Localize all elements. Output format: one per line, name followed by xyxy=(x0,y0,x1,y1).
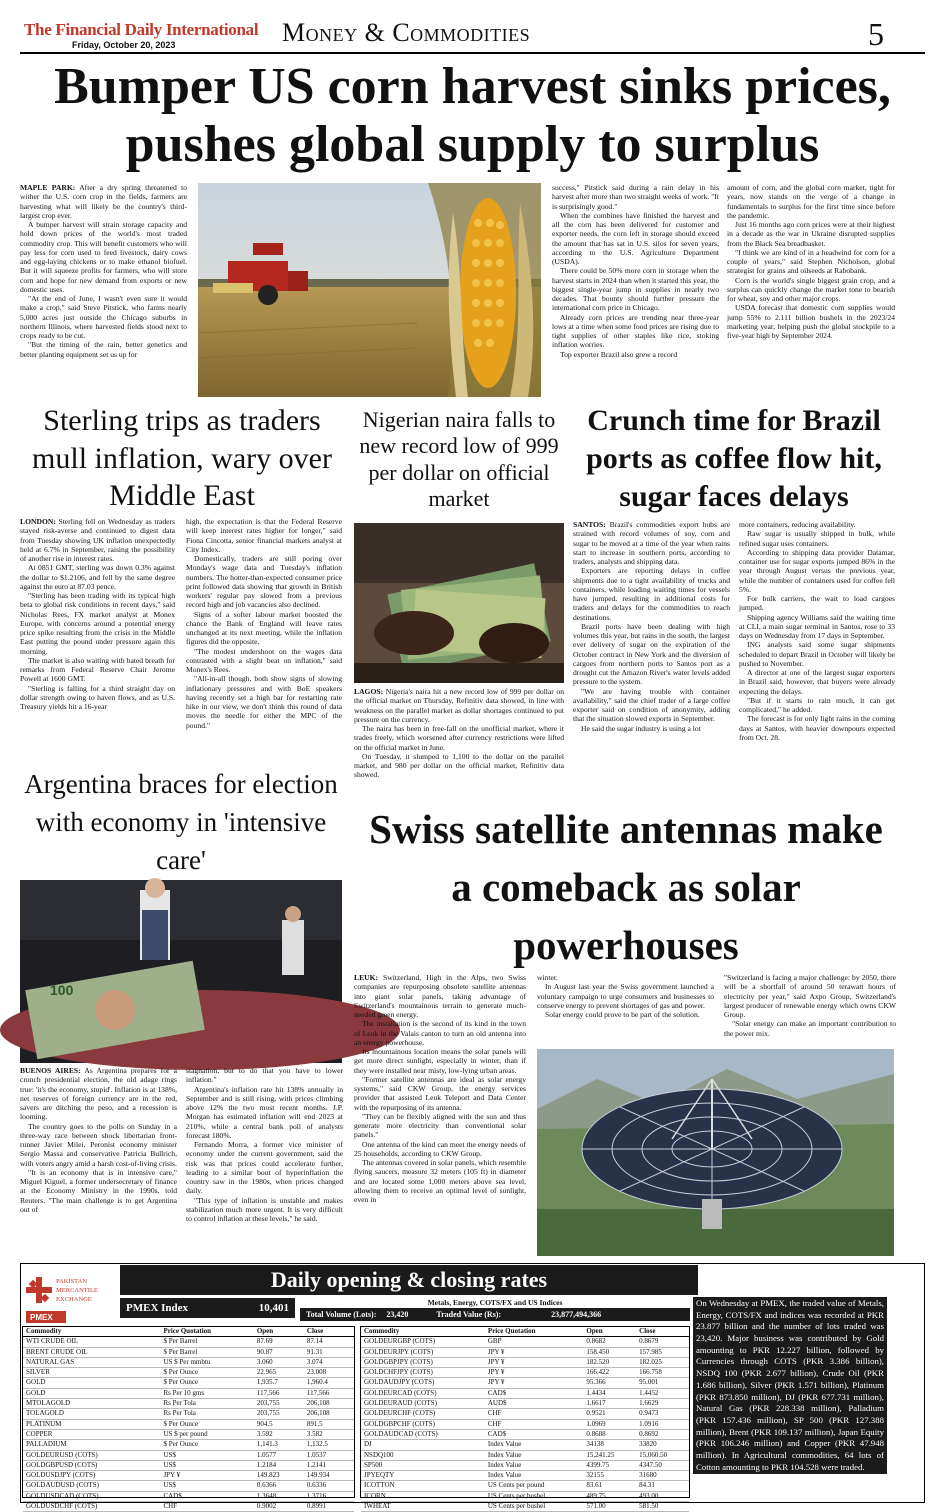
body-text: winter. In August last year the Swiss government launched a voluntary campaign to urge consumers and businesses to conserve energy to prevent shortages of gas and power. Solar energy could prove to be part of the solution. xyxy=(537,973,714,1019)
table-cell: $ Per Ounce xyxy=(160,1368,253,1378)
dateline: LEUK: xyxy=(354,973,379,982)
table-cell: 0.8688 xyxy=(583,1429,636,1439)
table-cell: US$ xyxy=(160,1460,253,1470)
issue-date: Friday, October 20, 2023 xyxy=(72,40,176,50)
table-cell: NSDQ100 xyxy=(361,1450,485,1460)
table-cell: GOLDUSDJPY (COTS) xyxy=(23,1471,160,1481)
body-text: "Switzerland is facing a major challenge: by 2050, there will be a shortfall of around 50 terawatt hours of electricity per year," said Axpo Group, Switzerland's largest producer of renewable energy which owns CKW Group. "Solar energy can make an important contribution to the power mix. xyxy=(724,973,896,1038)
table-cell: 3.582 xyxy=(304,1429,354,1439)
table-cell: 1.2141 xyxy=(304,1460,354,1470)
table-cell: CHF xyxy=(160,1502,253,1512)
table-row xyxy=(23,1481,354,1491)
corn-photo xyxy=(198,183,541,397)
table-cell: 1,960.4 xyxy=(304,1378,354,1388)
table-cell: Rs Per Tola xyxy=(160,1409,253,1419)
column-header: Open xyxy=(583,1327,636,1337)
body-text: high, the expectation is that the Federal Reserve will keep interest rates higher for longer," said Fiona Cincotta, senior financial markets analyst at City Index. Domestically, traders are still poring over Monday's wage data and Tuesday's inflation numbers. The hotter-than-expected consumer price print followed data showing that growth in British workers' regular pay slowed from a previous record high and job vacancies also declined. Signs of a softer labour market boosted the chance the Bank of England will leave rates unchanged at its next meeting, while the inflation figures did the opposite. "The modest undershoot on the wages data contrasted with a slight beat on inflation," said Monex's Rees. "All-in-all though, both show signs of slowing inflationary pressures and with BoE speakers having recently set a high bar for restarting rate hike in our view, we don't think this round of data moves the needle for either the MPC of the pound." xyxy=(186,517,342,730)
table-cell: 158.450 xyxy=(583,1347,636,1357)
table-cell: 0.8692 xyxy=(636,1429,689,1439)
table-cell: 904.5 xyxy=(254,1419,304,1429)
table-cell: Rs Per 10 gms xyxy=(160,1388,253,1398)
pmex-index-value: 10,401 xyxy=(258,1302,289,1314)
table-row xyxy=(23,1337,354,1347)
table-cell: 203,755 xyxy=(254,1399,304,1409)
table-cell: 166.422 xyxy=(583,1368,636,1378)
section-title: Money & Commodities xyxy=(282,18,531,47)
table-cell: CHF xyxy=(485,1419,583,1429)
swiss-col-1 xyxy=(354,973,526,1257)
headline-sterling: Sterling trips as traders mull inflation, wary over Middle East xyxy=(32,404,332,512)
table-cell: US$ xyxy=(160,1481,253,1491)
body-text: more containers, reducing availability. Raw sugar is usually shipped in bulk, while refined sugar uses containers. According to shipping data provider Datamar, container use for sugar exports jumped 86% in the year through August versus the previous year, while the number of containers used for coffee fell 5%. For bulk carriers, the wait to load cargoes jumped. Shipping agency Williams said the waiting time at CLI, a main sugar terminal in Santos, rose to 33 days on Wednesday from 17 days in September. ING analysts said some sugar shipments scheduled to depart Brazil in October will likely be pushed to November. A director at one of the largest sugar exporters in Brazil said, however, that buyers were already expecting the delays. "But if it starts to rain much, it can get complicated," he added. The forecast is for only light rains in the coming days at Santos, with heavier downpours expected from Oct. 28. xyxy=(739,520,895,742)
table-cell: 0.8991 xyxy=(304,1502,354,1512)
table-row xyxy=(361,1378,689,1388)
body-text: amount of corn, and the global corn market, tight for years, now stands on the verge of a change in fundamentals to surplus for the first time since before the pandemic. Just 16 months ago corn prices were at their highest in a decade as the war in Ukraine disrupted supplies from the Black Sea breadbasket. "I think we are kind of in a headwind for corn for a couple of years," said Stephen Nicholson, global strategist for grains and oilseeds at Rabobank. Corn is the world's single biggest grain crop, and a surplus can quickly change the market tone to bearish for wheat, soy and other major crops. USDA forecast that domestic corn supplies would jump 55% to 2.111 billion bushels in the 2023/24 marketing year, helping push the global stockpile to a five-year high by September 2024. xyxy=(727,183,895,340)
table-row xyxy=(23,1409,354,1419)
brazil-col-2 xyxy=(739,520,895,798)
table-cell: US $ Per mmbtu xyxy=(160,1357,253,1367)
body-text: Brazil's commodities export hubs are strained with record volumes of soy, corn and sugar to be moved at a time of the year when rains start to increase in southern ports, according to traders, analysts and shipping data. Exporters are reporting delays in coffee shipments due to a tight availability of trucks and containers, while loading waiting times for vessels have jumped, resulting in additional costs for traders and delays for the commodities to reach destinations. Brazil ports have been dealing with high volumes this year, but rains in the south, the largest ever delivery of sugar on the expiration of the October contract in New York and the diversion of cargoes from northern ports to Santos port as a drought cut the Amazon River's water levels added pressure to the system. "We are having trouble with container availability," said the chief trader of a large coffee exporter said on condition of anonymity, adding that the situation slowed exports in September. He said the sugar industry is using a lot xyxy=(573,520,730,733)
table-cell: GOLDGBPUSD (COTS) xyxy=(23,1460,160,1470)
table-cell: 149.934 xyxy=(304,1471,354,1481)
table-cell: JPY ¥ xyxy=(160,1471,253,1481)
svg-text:PMEX: PMEX xyxy=(30,1313,53,1322)
rates-table-right xyxy=(361,1327,689,1512)
column-header: Open xyxy=(254,1327,304,1337)
publication-name: The Financial Daily International xyxy=(24,20,259,39)
naira-photo xyxy=(354,523,564,683)
table-cell: 149.823 xyxy=(254,1471,304,1481)
table-row xyxy=(361,1419,689,1429)
table-row xyxy=(23,1399,354,1409)
table-cell: GOLDAUDCAD (COTS) xyxy=(361,1429,485,1439)
headline-brazil: Crunch time for Brazil ports as coffee flow hit, sugar faces delays xyxy=(586,404,882,514)
table-cell: JPYEQTY xyxy=(361,1471,485,1481)
table-row xyxy=(361,1471,689,1481)
table-cell: $ Per Ounce xyxy=(160,1378,253,1388)
table-cell: GOLD xyxy=(23,1388,160,1398)
table-cell: ICOTTON xyxy=(361,1481,485,1491)
table-header-row xyxy=(361,1327,689,1337)
table-row xyxy=(23,1388,354,1398)
table-row xyxy=(361,1460,689,1470)
headline-swiss: Swiss satellite antennas make a comeback as solar powerhouses xyxy=(369,806,883,969)
table-cell: 571.00 xyxy=(583,1502,636,1512)
table-cell: $ Per Ounce xyxy=(160,1419,253,1429)
table-row xyxy=(361,1491,689,1501)
table-cell: Index Value xyxy=(485,1440,583,1450)
table-cell: 0.6366 xyxy=(254,1481,304,1491)
table-cell: Index Value xyxy=(485,1460,583,1470)
table-row xyxy=(361,1409,689,1419)
table-cell: 87.69 xyxy=(254,1337,304,1347)
table-cell: GOLDEURCHF (COTS) xyxy=(361,1409,485,1419)
headline-corn: Bumper US corn harvest sinks prices, pushes global supply to surplus xyxy=(54,58,891,174)
table-cell: 3.060 xyxy=(254,1357,304,1367)
table-cell: CAD$ xyxy=(485,1388,583,1398)
argentina-photo xyxy=(20,880,342,1063)
table-cell: US Cents per bushel xyxy=(485,1491,583,1501)
argentina-col-1 xyxy=(20,1066,177,1256)
table-row xyxy=(23,1347,354,1357)
volume-bar xyxy=(300,1308,690,1321)
table-cell: 23.008 xyxy=(304,1368,354,1378)
table-row xyxy=(23,1440,354,1450)
table-cell: 0.8682 xyxy=(583,1337,636,1347)
pmex-summary: On Wednesday at PMEX, the traded value of Metals, Energy, COTS/FX and indices was recorded at PKR 23.877 billion and the number of lots traded was 23,420. Major business was contributed by Gold amounting to PKR 12.227 billion, followed by Currencies through COTS (PKR 3.386 billion), NSDQ 100 (PKR 2.677 billion), Crude Oil (PKR 1.686 billion), Silver (PKR 1.571 billion), Platinum (PKR 873.850 million), DJ (PKR 677.731 million), Natural Gas (PKR 228.338 million), Palladium (PKR 157.436 million), SP 500 (PKR 127.388 million), Brent (PKR 109.137 million), Japan Equity (PKR 106.246 million) and Copper (PKR 47.948 million). In Agricultural commodities, 64 lots of Cotton amounting to PKR 104.528 were traded. xyxy=(693,1297,887,1474)
rates-subtitle: Metals, Energy, COTS/FX and US Indices xyxy=(427,1298,563,1307)
table-cell: 157.985 xyxy=(636,1347,689,1357)
body-text: Nigeria's naira hit a new record low of 999 per dollar on the official market on Thursday, Refinitiv data showed, in line with weakness on the parallel market as dollar shortages continued to put pressure on the currency. The naira has been in free-fall on the unofficial market, where it trades freely, which worsened after currency restrictions were lifted on the official market in June. On Tuesday, it slumped to 1,100 to the dollar on the parallel market, and 980 per dollar on the official market, Refinitiv data showed. xyxy=(354,687,564,780)
table-cell: 90.87 xyxy=(254,1347,304,1357)
table-cell: 0.6336 xyxy=(304,1481,354,1491)
table-cell: GOLDGBPCHF (COTS) xyxy=(361,1419,485,1429)
table-cell: 1.0537 xyxy=(304,1450,354,1460)
table-cell: GOLDGBPJPY (COTS) xyxy=(361,1357,485,1367)
table-row xyxy=(361,1347,689,1357)
table-cell: 203,755 xyxy=(254,1409,304,1419)
table-row xyxy=(23,1378,354,1388)
table-cell: CAD$ xyxy=(485,1429,583,1439)
table-cell: 581.50 xyxy=(636,1502,689,1512)
table-row xyxy=(361,1337,689,1347)
svg-text:100: 100 xyxy=(50,982,74,998)
table-cell: GOLDEURUSD (COTS) xyxy=(23,1450,160,1460)
table-cell: DJ xyxy=(361,1440,485,1450)
column-header: Commodity xyxy=(23,1327,160,1337)
table-cell: US Cents per bushel xyxy=(485,1502,583,1512)
table-cell: GOLDEURJPY (COTS) xyxy=(361,1347,485,1357)
table-row xyxy=(23,1429,354,1439)
traded-value: 23,877,494,366 xyxy=(551,1310,602,1319)
table-cell: GOLDEURAUD (COTS) xyxy=(361,1399,485,1409)
table-cell: 166.758 xyxy=(636,1368,689,1378)
corn-col-3 xyxy=(727,183,895,398)
table-row xyxy=(361,1481,689,1491)
naira-body xyxy=(354,687,564,797)
table-cell: 891.5 xyxy=(304,1419,354,1429)
dateline: BUENOS AIRES: xyxy=(20,1066,81,1075)
table-cell: 117,566 xyxy=(304,1388,354,1398)
table-row xyxy=(361,1357,689,1367)
argentina-col-2 xyxy=(186,1066,343,1256)
table-cell: 15,060.50 xyxy=(636,1450,689,1460)
table-row xyxy=(23,1419,354,1429)
table-cell: 95.366 xyxy=(583,1378,636,1388)
table-cell: 1.0577 xyxy=(254,1450,304,1460)
body-text: stagnation, but to do that you have to lower inflation." Argentina's inflation rate hit 138% annually in September and is still rising, with prices climbing above 12% the two most recent months. J.P. Morgan has estimated inflation will end 2023 at 210%, while a central bank poll of analysts forecast 180%. Fernando Morra, a former vice minister of economy under the current government, said the risk was that prices could accelerate further, leading to a similar bout of hyperinflation the country saw in the 1980s, when prices changed daily. "This type of inflation is unstable and makes stabilization much more urgent. It is very difficult to control inflation at these levels," he said. xyxy=(186,1066,343,1223)
table-cell: GOLDUSDCHF (COTS) xyxy=(23,1502,160,1512)
table-cell: TOLAGOLD xyxy=(23,1409,160,1419)
volume-label: Total Volume (Lots): xyxy=(306,1310,377,1319)
body-text: As Argentina prepares for a crunch presidential election, the old adage rings true: 'it's the economy, stupid'. Inflation is at 138%, net reserves of foreign currency are in the red, savers are ditching the peso, and a recession is looming. The country goes to the polls on Sunday in a three-way race between shock libertarian front-runner Javier Milei, Peronist economy minister Sergio Massa and conservative Patricia Bullrich, with voters angry amid a harsh cost-of-living crisis. "It is an economy that is in intensive care," Miguel Kiguel, a former undersecretary of finance at the Economy Ministry in the 1990s, told Reuters. "The main challenge is to get Argentina out of xyxy=(20,1066,178,1214)
swiss-antenna-photo xyxy=(537,1049,894,1256)
table-cell: 1.2184 xyxy=(254,1460,304,1470)
table-row xyxy=(361,1368,689,1378)
table-row xyxy=(361,1429,689,1439)
table-row xyxy=(23,1450,354,1460)
table-cell: 91.31 xyxy=(304,1347,354,1357)
masthead-rule xyxy=(20,52,925,54)
table-cell: 4347.50 xyxy=(636,1460,689,1470)
table-cell: GOLDEURCAD (COTS) xyxy=(361,1388,485,1398)
table-cell: 83.61 xyxy=(583,1481,636,1491)
table-cell: JPY ¥ xyxy=(485,1347,583,1357)
table-cell: 22.965 xyxy=(254,1368,304,1378)
table-cell: PLATINUM xyxy=(23,1419,160,1429)
rates-title: Daily opening & closing rates xyxy=(120,1265,698,1295)
table-row xyxy=(23,1460,354,1470)
table-cell: 1.6617 xyxy=(583,1399,636,1409)
table-cell: Rs Per Tola xyxy=(160,1399,253,1409)
svg-text:MERCANTILE: MERCANTILE xyxy=(56,1287,98,1294)
brazil-col-1 xyxy=(573,520,730,798)
table-cell: JPY ¥ xyxy=(485,1368,583,1378)
column-header: Commodity xyxy=(361,1327,485,1337)
table-cell: 206,108 xyxy=(304,1399,354,1409)
column-header: Price Quotation xyxy=(160,1327,253,1337)
table-cell: CAD$ xyxy=(160,1491,253,1501)
dateline: MAPLE PARK: xyxy=(20,183,76,192)
pmex-logo xyxy=(22,1267,118,1331)
table-row xyxy=(361,1502,689,1512)
table-cell: 1.3716 xyxy=(304,1491,354,1501)
table-cell: 0.9521 xyxy=(583,1409,636,1419)
table-cell: $ Per Barrel xyxy=(160,1347,253,1357)
table-cell: 1.4452 xyxy=(636,1388,689,1398)
table-cell: $ Per Barrel xyxy=(160,1337,253,1347)
table-row xyxy=(361,1450,689,1460)
table-cell: JPY ¥ xyxy=(485,1378,583,1388)
page-number: 5 xyxy=(868,16,884,52)
table-row xyxy=(361,1399,689,1409)
dateline: SANTOS: xyxy=(573,520,606,529)
table-cell: Index Value xyxy=(485,1471,583,1481)
table-cell: GOLDEURGBP (COTS) xyxy=(361,1337,485,1347)
table-cell: 3.592 xyxy=(254,1429,304,1439)
dateline: LONDON: xyxy=(20,517,56,526)
swiss-col-3 xyxy=(724,973,896,1048)
traded-label: Traded Value (Rs): xyxy=(436,1310,502,1319)
table-cell: US $ per pound xyxy=(160,1429,253,1439)
table-cell: GOLD xyxy=(23,1378,160,1388)
table-cell: $ Per Ounce xyxy=(160,1440,253,1450)
table-row xyxy=(23,1368,354,1378)
table-row xyxy=(23,1491,354,1501)
body-text: After a dry spring threatened to wither the U.S. corn crop in the fields, farmers are harvesting what will likely be the country's third-largest crop ever. A bumper harvest will strain storage capacity and hold down prices of the world's most traded commodity crop. This will benefit customers who will pay less for corn used to feed livestock, dairy cows and egg-laying chickens or to make ethanol biofuel. But it will squeeze profits for farmers, who will store corn and hope for new demand from exports or new domestic uses. "At the end of June, I wasn't even sure it would make a crop," said Steve Pitstick, who farms nearly 5,000 acres just outside the Chicago suburbs in northern Illinois, where harvested fields stood next to crops ready to be cut. "But the timing of the rain, better genetics and better planting equipment set us up for xyxy=(20,183,188,359)
swiss-col-2 xyxy=(537,973,714,1048)
table-cell: 1,141.3 xyxy=(254,1440,304,1450)
corn-col-1 xyxy=(20,183,187,403)
pmex-index-label: PMEX Index xyxy=(126,1302,189,1314)
table-cell: GOLDUSDCAD (COTS) xyxy=(23,1491,160,1501)
table-cell: NATURAL GAS xyxy=(23,1357,160,1367)
table-cell: 493.00 xyxy=(636,1491,689,1501)
column-header: Close xyxy=(304,1327,354,1337)
table-cell: 31680 xyxy=(636,1471,689,1481)
headline-naira: Nigerian naira falls to new record low of 999 per dollar on official market xyxy=(359,407,559,512)
table-cell: BRENT CRUDE OIL xyxy=(23,1347,160,1357)
table-cell: GOLDCHFJPY (COTS) xyxy=(361,1368,485,1378)
table-cell: US$ xyxy=(160,1450,253,1460)
column-header: Price Quotation xyxy=(485,1327,583,1337)
table-cell: CHF xyxy=(485,1409,583,1419)
corn-col-2 xyxy=(552,183,719,398)
table-cell: 95.001 xyxy=(636,1378,689,1388)
table-cell: 206,108 xyxy=(304,1409,354,1419)
table-cell: GBP xyxy=(485,1337,583,1347)
table-cell: 87.14 xyxy=(304,1337,354,1347)
volume-value: 23,420 xyxy=(386,1310,409,1319)
table-cell: GOLDAUDUSD (COTS) xyxy=(23,1481,160,1491)
rates-table-left-wrap xyxy=(22,1326,355,1511)
table-cell: AUD$ xyxy=(485,1399,583,1409)
table-cell: US Cents per pound xyxy=(485,1481,583,1491)
table-cell: 117,566 xyxy=(254,1388,304,1398)
table-cell: 1.0916 xyxy=(636,1419,689,1429)
sterling-col-2 xyxy=(186,517,342,767)
table-cell: WTI CRUDE OIL xyxy=(23,1337,160,1347)
table-header-row xyxy=(23,1327,354,1337)
table-row xyxy=(23,1357,354,1367)
table-cell: SILVER xyxy=(23,1368,160,1378)
table-cell: 182.025 xyxy=(636,1357,689,1367)
table-cell: 0.8679 xyxy=(636,1337,689,1347)
table-cell: Index Value xyxy=(485,1450,583,1460)
table-cell: 0.9002 xyxy=(254,1502,304,1512)
table-cell: IWHEAT xyxy=(361,1502,485,1512)
table-cell: 3.074 xyxy=(304,1357,354,1367)
rates-table-left xyxy=(23,1327,354,1512)
table-cell: 15,241.25 xyxy=(583,1450,636,1460)
table-cell: 1,935.7 xyxy=(254,1378,304,1388)
table-row xyxy=(23,1502,354,1512)
table-row xyxy=(361,1440,689,1450)
table-cell: 32155 xyxy=(583,1471,636,1481)
table-cell: 84.31 xyxy=(636,1481,689,1491)
svg-text:PAKISTAN: PAKISTAN xyxy=(56,1278,88,1285)
sterling-col-1 xyxy=(20,517,175,767)
table-cell: 182.520 xyxy=(583,1357,636,1367)
table-cell: JPY ¥ xyxy=(485,1357,583,1367)
table-cell: SP500 xyxy=(361,1460,485,1470)
table-cell: COPPER xyxy=(23,1429,160,1439)
table-cell: ICORN xyxy=(361,1491,485,1501)
table-cell: 489.75 xyxy=(583,1491,636,1501)
table-cell: 33820 xyxy=(636,1440,689,1450)
table-cell: MTOLAGOLD xyxy=(23,1399,160,1409)
table-cell: 1.3648 xyxy=(254,1491,304,1501)
body-text: Sterling fell on Wednesday as traders stayed risk-averse and continued to digest data from Tuesday showing UK inflation unexpectedly held at 6.7% in September, raising the possibility of another rise in interest rates. At 0851 GMT, sterling was down 0.3% against the dollar to $1.2106, and fell by the same degree against the euro at 87.03 pence. "Sterling has been trading with its typical high beta to global risk conditions in recent days," said Nicholas Rees, FX market analyst at Monex Europe, with concerns around a potential energy price spike resulting from the crisis in the Middle East putting the pound under pressure again this morning. The market is also waiting with bated breath for remarks from Federal Reserve Chair Jerome Powell at 1600 GMT. "Sterling is falling for a third straight day on dollar strength owing to haven flows, and as U.S. Treasury yields hit a 16-year xyxy=(20,517,175,711)
table-row xyxy=(23,1471,354,1481)
body-text: Switzerland, High in the Alps, two Swiss companies are repurposing obsolete satellite antennas into giant solar panels, taking advantage of Switzerland's mountainous terrain to generate much-needed green energy. The installation is the second of its kind in the town of Leuk in the Valais canton to turn an old antenna into an energy powerhouse. Its mountainous location means the solar panels will get more direct sunlight, especially in winter, than if they were installed near misty, low-lying urban areas. "Former satellite antennas are ideal as solar energy systems," said CKW Group, the energy services provider that assisted Leuk Teleport and Data Center with the repurposing of its antenna. "They can be flexibly aligned with the sun and thus generate more electricity than conventional solar panels." One antenna of the kind can meet the energy needs of 25 households, according to CKW Group. The antennas covered in solar panels, which resemble flying saucers, measure 32 meters (105 ft) in diameter and are located some 1,000 meters above sea level, allowing them to receive an optimal level of sunlight, even in xyxy=(354,973,526,1204)
table-cell: 1,132.5 xyxy=(304,1440,354,1450)
body-text: success," Pitstick said during a rain delay in his harvest after more than two straight weeks of work. "It is surprisingly good." When the combines have finished the harvest and all the corn has been delivered for customer and exporter needs, the corn left in storage should exceed the amount that has sat in U.S. silos for seven years, according to the U.S. Agriculture Department (USDA). There could be 50% more corn in storage when the harvest starts in 2024 than when it started this year, the biggest single-year jump in supplies in nearly two decades. That bounty should further pressure the international corn price in Chicago. Already corn prices are trending near three-year lows at a time when some food prices are rising due to tight supplies of other staples like rice, stoking inflation worries. Top exporter Brazil also grew a record xyxy=(552,183,719,359)
headline-argentina: Argentina braces for election with economy in 'intensive care' xyxy=(24,769,338,875)
table-cell: 1.4434 xyxy=(583,1388,636,1398)
table-cell: GOLDAUDJPY (COTS) xyxy=(361,1378,485,1388)
table-cell: 4399.75 xyxy=(583,1460,636,1470)
svg-text:EXCHANGE: EXCHANGE xyxy=(56,1296,92,1303)
table-cell: PALLADIUM xyxy=(23,1440,160,1450)
table-cell: 1.0969 xyxy=(583,1419,636,1429)
table-row xyxy=(361,1388,689,1398)
table-cell: 0.9473 xyxy=(636,1409,689,1419)
column-header: Close xyxy=(636,1327,689,1337)
table-cell: 34138 xyxy=(583,1440,636,1450)
dateline: LAGOS: xyxy=(354,687,384,696)
rates-table-right-wrap xyxy=(360,1326,690,1511)
table-cell: 1.6629 xyxy=(636,1399,689,1409)
pmex-index-box xyxy=(120,1298,295,1318)
